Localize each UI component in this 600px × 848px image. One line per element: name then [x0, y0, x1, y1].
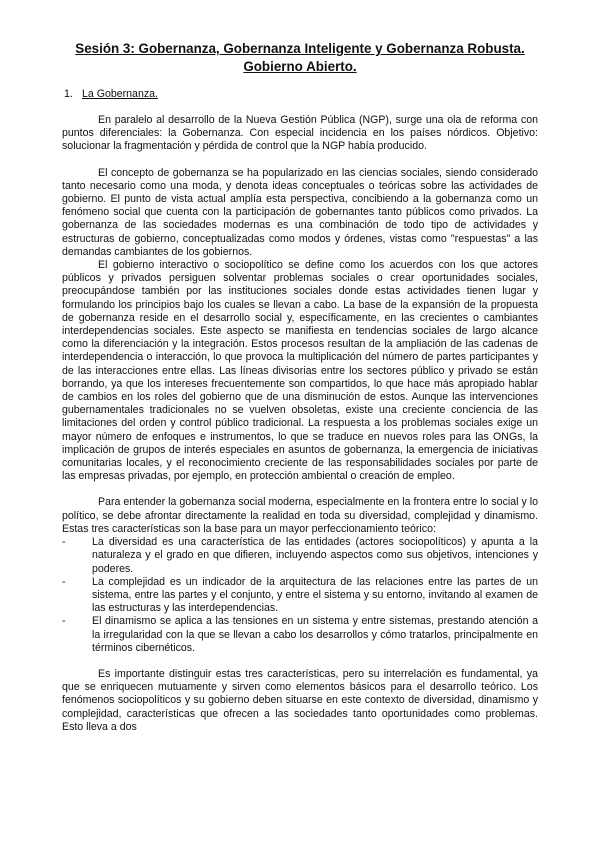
paragraph-closing: Es importante distinguir estas tres características, pero su interrelación es fundamental, ya que se enriquecen mutuamente y sirven como elementos básicos para el desarrollo teórico. Los fenómenos sociopolíticos y su gobierno deben situarse en este contexto de diversidad, dinamismo y complejidad, características que ofrecen a las sociedades tanto oportunidades como problemas. Esto lleva a dos [62, 667, 538, 733]
paragraph-modern-governance: Para entender la gobernanza social moderna, especialmente en la frontera entre lo social y lo político, se debe afrontar directamente la realidad en toda su diversidad, complejidad y dinamismo. Estas tres características son la base para un mayor perfeccionamiento teórico: [62, 496, 538, 535]
section-heading [62, 88, 538, 101]
section-label: La Gobernanza. [82, 88, 158, 100]
paragraph-interactive-government: El gobierno interactivo o sociopolítico se define como los acuerdos con los que actores públicos y privados persiguen solventar problemas sociales o crear oportunidades sociales, preocupándose también por las instituciones sociales donde estas actividades tienen lugar y formulando los principios bajo los cuales se llevan a cabo. La base de la expansión de la propuesta de gobernanza reside en el desarrollo social y, específicamente, en las crecientes o cambiantes interdependencias sociales. Este aspecto se manifiesta en tendencias sociales de largo alcance como la diferenciación y la integración. Estos procesos resultan de la ampliación de las cadenas de interdependencia o interacción, lo que provoca la multiplicación del número de partes participantes y de las interacciones entre ellas. Las líneas divisorias entre los sectores público y privado se están borrando, ya que los intereses frecuentemente son compartidos, lo que hace más apropiado hablar de cambios en los roles del gobierno que de una disminución de estos. Aunque las intervenciones gubernamentales tradicionales no se vuelven obsoletas, existe una creciente conciencia de las limitaciones del orden y control público tradicional. La respuesta a los problemas sociales exige un mayor número de enfoques e instrumentos, lo que se traduce en nuevos roles para las ONGs, la implicación de grupos de interés especiales en asuntos de gobernanza, la emergencia de iniciativas comunitarias locales, y el reconocimiento creciente de las responsabilidades sociales por parte de las empresas privadas, por ejemplo, en protección ambiental o creación de empleo. [62, 259, 538, 483]
list-item-complexity: - La complejidad es un indicador de la arquitectura de las relaciones entre las partes de un sistema, entre las partes y el conjunto, y entre el sistema y su entorno, invitando al examen de las estructuras y las interdependencias. [92, 576, 538, 616]
list-item-diversity: - La diversidad es una característica de las entidades (actores sociopolíticos) y apunta a la naturaleza y el grado en que difieren, incluyendo aspectos como sus objetivos, intenciones y poderes. [92, 536, 538, 576]
page-title: Sesión 3: Gobernanza, Gobernanza Inteligente y Gobernanza Robusta. Gobierno Abierto. [75, 41, 525, 74]
characteristics-list [62, 536, 538, 655]
list-item-dynamism: - El dinamismo se aplica a las tensiones en un sistema y entre sistemas, prestando atención a la irregularidad con la que se llevan a cabo los desarrollos y cómo tratarlos, principalmente en términos cibernéticos. [92, 615, 538, 655]
paragraph-concept: El concepto de gobernanza se ha popularizado en las ciencias sociales, siendo considerado tanto necesario como una moda, y denota ideas conceptuales o teóricas sobre las actividades de gobierno. El punto de vista actual amplía esta perspectiva, concibiendo a la gobernanza como un fenómeno social que cuenta con la participación de gobernantes tanto públicos como privados. La gobernanza de las sociedades modernas es una combinación de todo tipo de actividades y estructuras de gobierno, conceptualizadas como modos y órdenes, vistas como "respuestas" a las demandas cambiantes de los gobiernos. [62, 166, 538, 258]
section-number: 1. [64, 88, 73, 100]
paragraph-intro: En paralelo al desarrollo de la Nueva Gestión Pública (NGP), surge una ola de reforma con puntos diferenciales: la Gobernanza. Con especial incidencia en los países nórdicos. Objetivo: solucionar la fragmentación y pérdida de control que la NGP había producido. [62, 114, 538, 153]
